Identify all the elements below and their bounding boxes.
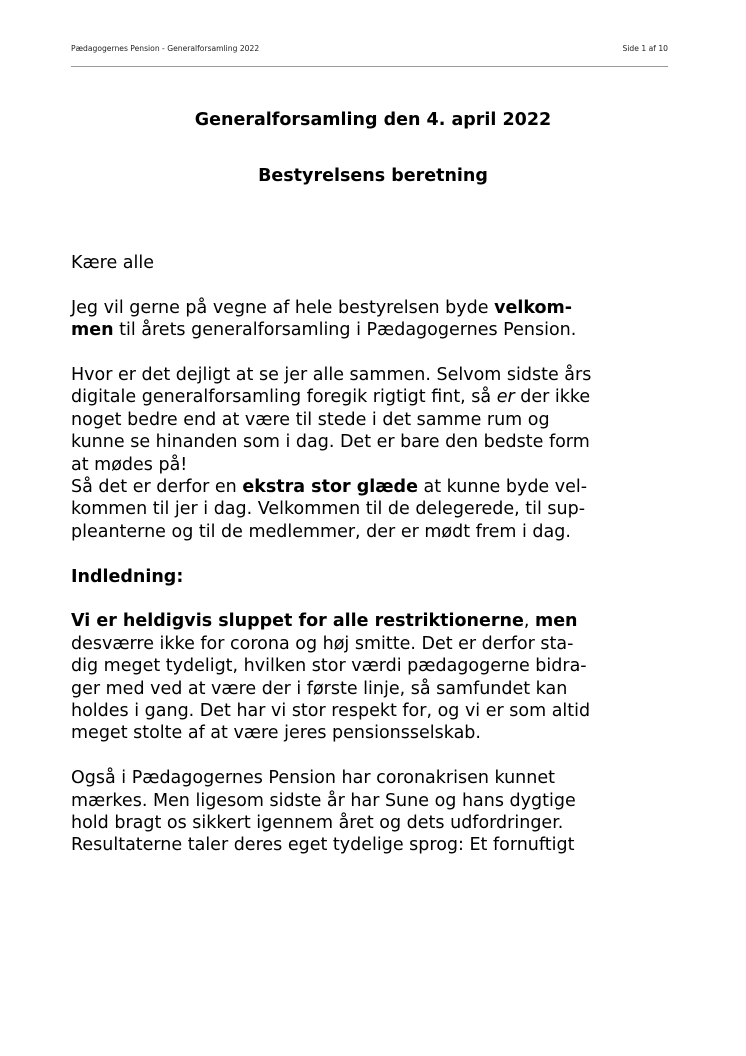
- header-document-title: Pædagogernes Pension - Generalforsamling 2022: [71, 44, 260, 53]
- spacer: [71, 543, 671, 565]
- text-line: hold bragt os sikkert igennem året og dets udfordringer.: [71, 813, 564, 834]
- paragraph-welcome: [71, 297, 671, 342]
- header-page-number: Side 1 af 10: [622, 44, 668, 53]
- text-run: ,: [523, 611, 535, 632]
- text-line: Også i Pædagogernes Pension har coronakrisen kunnet: [71, 768, 555, 789]
- text-line: noget bedre end at være til stede i det samme rum og: [71, 409, 550, 430]
- text-line: [71, 610, 671, 632]
- text-line: [71, 476, 671, 498]
- text-line: mærkes. Men ligesom sidste år har Sune og hans dygtige: [71, 790, 576, 811]
- italic-run: er: [496, 387, 515, 408]
- text-line: ger med ved at være der i første linje, så samfundet kan: [71, 678, 568, 699]
- text-line: meget stolte af at være jeres pensionsselskab.: [71, 723, 481, 744]
- text-run: der ikke: [514, 387, 591, 408]
- text-line: desværre ikke for corona og høj smitte. Det er derfor sta-: [71, 633, 574, 654]
- text-run: digitale generalforsamling foregik rigtigt fint, så: [71, 387, 497, 408]
- spacer: [71, 274, 671, 296]
- text-line: [71, 386, 671, 408]
- text-run: at kunne byde vel-: [417, 477, 588, 498]
- spacer: [71, 342, 671, 364]
- text-line: Resultaterne taler deres eget tydelige sprog: Et fornuftigt: [71, 835, 575, 856]
- text-line: kunne se hinanden som i dag. Det er bare den bedste form: [71, 432, 590, 453]
- text-line: at mødes på!: [71, 454, 188, 475]
- header-divider: [71, 66, 668, 67]
- spacer: [71, 588, 671, 610]
- text-line: kommen til jer i dag. Velkommen til de delegerede, til sup-: [71, 499, 586, 520]
- bold-run: men: [534, 611, 578, 632]
- spacer: [71, 745, 671, 767]
- document-body: [71, 252, 671, 857]
- paragraph-restrictions: [71, 610, 671, 744]
- text-run: til årets generalforsamling i Pædagogernes Pension.: [113, 320, 577, 341]
- page-header: [71, 44, 668, 56]
- text-line: [71, 297, 671, 319]
- document-title: Generalforsamling den 4. april 2022: [194, 110, 552, 130]
- text-run: Så det er derfor en: [71, 477, 243, 498]
- text-line: dig meget tydeligt, hvilken stor værdi pædagogerne bidra-: [71, 656, 587, 677]
- bold-run: men: [71, 320, 114, 341]
- text-line: pleanterne og til de medlemmer, der er mødt frem i dag.: [71, 521, 571, 542]
- text-line: Hvor er det dejligt at se jer alle sammen. Selvom sidste års: [71, 365, 592, 385]
- bold-run: ekstra stor glæde: [242, 477, 418, 498]
- greeting: Kære alle: [71, 253, 155, 273]
- bold-run: Vi er heldigvis sluppet for alle restriktionerne: [71, 611, 524, 632]
- text-line: holdes i gang. Det har vi stor respekt for, og vi er som altid: [71, 701, 591, 722]
- paragraph-together: [71, 364, 671, 543]
- text-line: [71, 319, 671, 341]
- section-heading: Indledning:: [71, 566, 184, 587]
- paragraph-results: [71, 767, 671, 857]
- bold-run: velkom-: [494, 297, 573, 318]
- text-run: Jeg vil gerne på vegne af hele bestyrelsen byde: [71, 297, 495, 318]
- document-subtitle: Bestyrelsens beretning: [258, 166, 488, 186]
